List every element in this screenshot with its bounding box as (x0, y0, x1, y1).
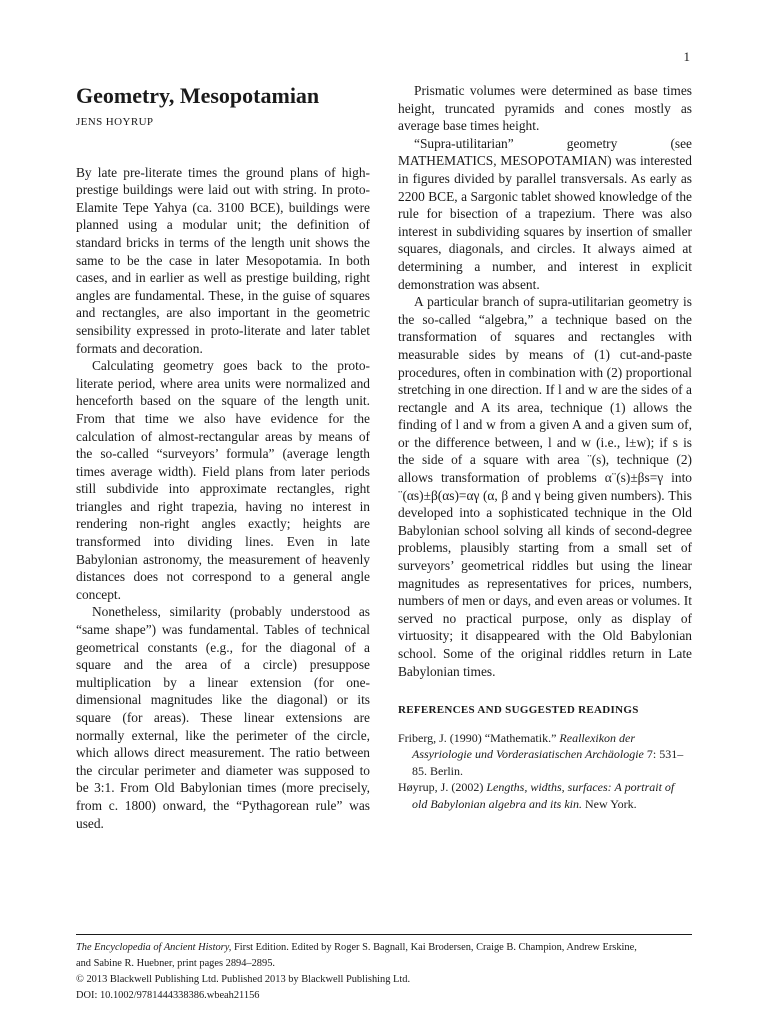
reference-details: 7: 531–85. Berlin. (412, 747, 684, 778)
footer-editors: First Edition. Edited by Roger S. Bagnall, Kai Brodersen, Craige B. Champion, Andrew Erskine, (233, 942, 637, 953)
paragraph-volumes: Prismatic volumes were determined as base times height, truncated pyramids and cones mostly as average base times height. (398, 83, 692, 134)
publication-footer (76, 940, 692, 1004)
reference-authors: Friberg, J. (1990) “Mathematik.” (398, 730, 557, 745)
reference-details: New York. (585, 796, 637, 811)
reference-title: Reallexikon der Assyriologie und Vorderasiatischen Archäologie (412, 730, 644, 762)
right-column (398, 82, 692, 812)
paragraph-similarity: Nonetheless, similarity (probably understood as “same shape”) was fundamental. Tables of technical geometrical constants (e.g., for the diagonal of a square and the area of a circle) presuppose multiplication by a linear extension (for one-dimensional magnitudes like the diagonal) or its square (for areas). These linear extensions are normally external, like the perimeter of the circle, which allows direct measurement. The ratio between the circular perimeter and diameter was supposed to be 3:1. From Old Babylonian times (more precisely, from c. 1800) onward, the “Pythagorean rule” was used. (76, 604, 370, 831)
footer-line-pages: and Sabine R. Huebner, print pages 2894–2895. (76, 958, 275, 969)
article-author: JENS HOYRUP (76, 116, 154, 128)
reference-item (398, 779, 692, 812)
reference-title: Lengths, widths, surfaces: A portrait of old Babylonian algebra and its kin. (412, 780, 675, 811)
article-title: Geometry, Mesopotamian (76, 83, 320, 108)
references-heading: REFERENCES AND SUGGESTED READINGS (398, 704, 639, 717)
footer-divider (76, 934, 692, 935)
reference-authors: Høyrup, J. (2002) (398, 780, 484, 795)
left-column (76, 82, 370, 832)
paragraph-algebra: A particular branch of supra-utilitarian geometry is the so-called “algebra,” a technique based on the transformation of squares and rectangles with measurable sides by means of (1) cut-and-paste procedures, often in combination with (2) proportional stretching in one direction. If l and w are the sides of a rectangle and A its area, technique (1) allows the finding of l and w from a given A and a given sum of, or the difference between, l and w (i.e., l±w); if s is the side of a square with area ¨(s), technique (2) allows transformation of problems α¨(s)±βs=γ into ¨(αs)±β(αs)=αγ (α, β and γ being given numbers). This developed into a sophisticated technique in the Old Babylonian school solving all kinds of second-degree problems, plausibly starting from a small set of surveyors’ geometrical riddles but using the linear magnitudes as representatives for prices, numbers, numbers of men or days, and even areas or volumes. It served no practical purpose, only as display of virtuosity; it disappeared with the Old Babylonian school. Some of the original riddles return in Late Babylonian times. (398, 294, 692, 679)
paragraph-supra-utilitarian: “Supra-utilitarian” geometry (see MATHEMATICS, MESOPOTAMIAN) was interested in figures divided by parallel transversals. As early as 2200 BCE, a Sargonic tablet showed knowledge of the rule for bisection of a trapezium. There was also interest in subdividing squares by insertion of smaller squares, diagonals, and circles. It always aimed at determining a number, and interest in explicit demonstration was absent. (398, 135, 692, 292)
paragraph-calculating-geometry: Calculating geometry goes back to the proto-literate period, where area units were normalized and henceforth based on the square of the length unit. From that time we also have evidence for the calculation of almost-rectangular areas by means of the so-called “surveyors’ formula” (average length times average width). Field plans from later periods still subdivide into approximate rectangles, right triangles and right trapezia, having no interest in rendering non-right angles exactly; heights are transformed into dividing lines. Even in late Babylonian astronomy, the measurement of heavenly distances does not correspond to a general angle concept. (76, 358, 370, 602)
footer-doi: DOI: 10.1002/9781444338386.wbeah21156 (76, 990, 260, 1001)
footer-book-title: The Encyclopedia of Ancient History, (76, 942, 232, 953)
paragraph-ground-plans: By late pre-literate times the ground plans of high-prestige buildings were laid out with string. In proto-Elamite Tepe Yahya (ca. 3100 BCE), buildings were planned using a modular unit; the definition of standard bricks in terms of the length unit shows the same to be the case in later Mesopotamia. In both cases, and in earlier as well as prestige building, right angles are fundamental. These, in the guise of squares and rectangles, are also important in the geometric sensibility expressed in proto-literate and later tablet formats and decoration. (76, 164, 370, 356)
page-number: 1 (683, 49, 690, 64)
footer-copyright: © 2013 Blackwell Publishing Ltd. Published 2013 by Blackwell Publishing Ltd. (76, 974, 411, 985)
footer-line-edition (76, 940, 692, 956)
reference-item (398, 730, 692, 780)
